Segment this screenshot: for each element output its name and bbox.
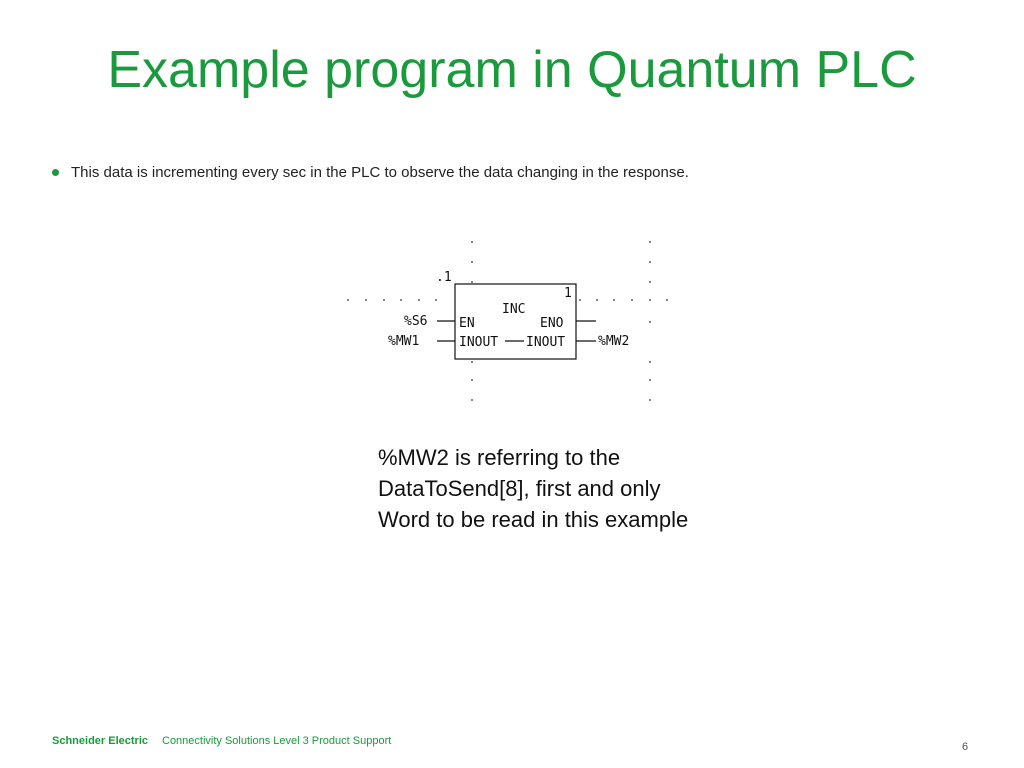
output-inout-label: INOUT bbox=[526, 335, 566, 350]
block-name-label: INC bbox=[502, 302, 526, 317]
bullet-text: This data is incrementing every sec in the PLC to observe the data changing in the response. bbox=[71, 164, 689, 181]
callout-line: DataToSend[8], first and only bbox=[378, 476, 661, 501]
slide-title: Example program in Quantum PLC bbox=[107, 41, 917, 99]
page-number: 6 bbox=[962, 741, 969, 753]
output-var-inout: %MW2 bbox=[598, 334, 630, 349]
block-number-label: 1 bbox=[564, 286, 572, 301]
input-en-label: EN bbox=[459, 316, 475, 331]
output-eno-label: ENO bbox=[540, 316, 564, 331]
input-var-inout: %MW1 bbox=[388, 334, 420, 349]
input-inout-label: INOUT bbox=[459, 335, 499, 350]
callout-line: Word to be read in this example bbox=[378, 507, 689, 532]
callout-text bbox=[378, 442, 798, 535]
footer-text: Connectivity Solutions Level 3 Product Support bbox=[162, 735, 392, 747]
footer-brand: Schneider Electric bbox=[52, 735, 148, 747]
input-var-en: %S6 bbox=[404, 314, 428, 329]
block-position-label: .1 bbox=[436, 270, 452, 285]
callout-line: %MW2 is referring to the bbox=[378, 445, 621, 470]
